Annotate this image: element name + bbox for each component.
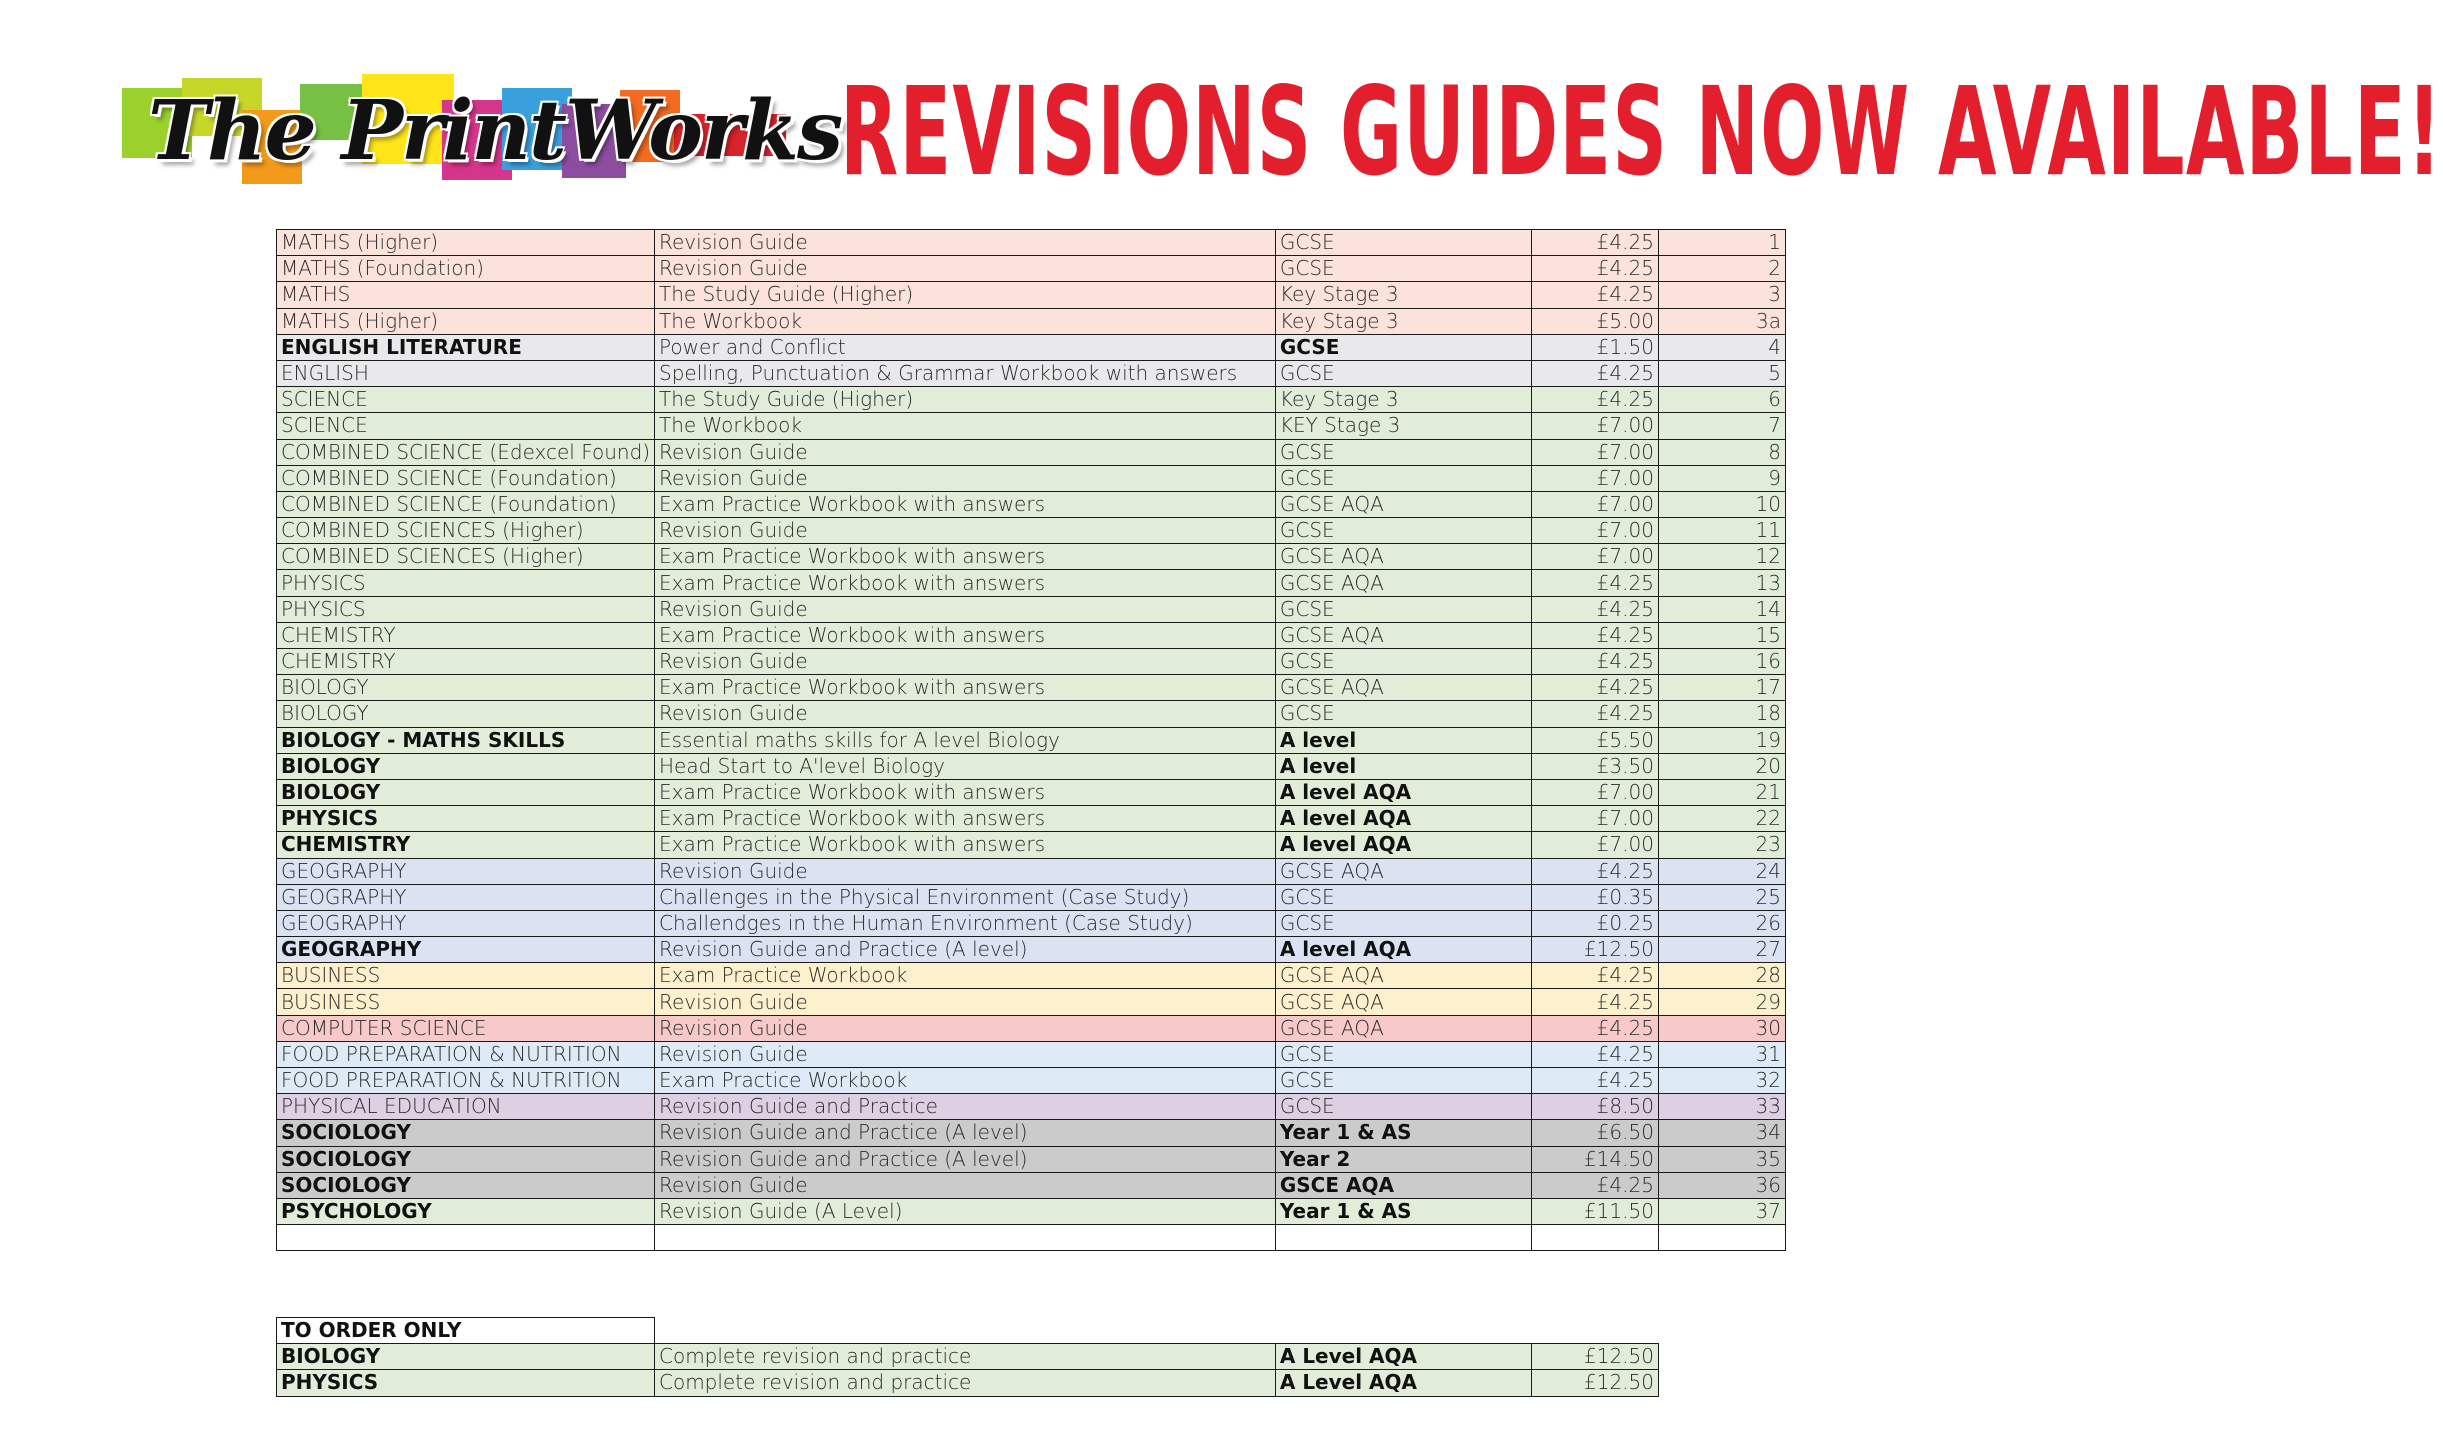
- order-heading-spacer: [655, 1318, 1659, 1344]
- title-cell: Revision Guide: [655, 256, 1276, 282]
- price-cell: £4.25: [1531, 701, 1658, 727]
- subject-cell: BIOLOGY: [277, 675, 655, 701]
- level-cell: GCSE: [1275, 596, 1531, 622]
- level-cell: GCSE AQA: [1275, 858, 1531, 884]
- title-cell: Head Start to A'level Biology: [655, 753, 1276, 779]
- level-cell: GSCE AQA: [1275, 1172, 1531, 1198]
- level-cell: GCSE: [1275, 701, 1531, 727]
- subject-cell: BUSINESS: [277, 963, 655, 989]
- title-cell: Exam Practice Workbook with answers: [655, 675, 1276, 701]
- logo-wordmark: The PrintWorks: [148, 83, 842, 179]
- price-cell: £7.00: [1531, 806, 1658, 832]
- table-row: [277, 701, 1786, 727]
- order-heading-row: [277, 1318, 1659, 1344]
- title-cell: Revision Guide: [655, 230, 1276, 256]
- subject-cell: GEOGRAPHY: [277, 884, 655, 910]
- printworks-logo: [122, 70, 842, 200]
- number-cell: [1658, 1225, 1785, 1251]
- number-cell: 3: [1658, 282, 1785, 308]
- level-cell: GCSE AQA: [1275, 622, 1531, 648]
- table-row: [277, 570, 1786, 596]
- price-cell: £1.50: [1531, 334, 1658, 360]
- table-row: [277, 387, 1786, 413]
- table-row: [277, 282, 1786, 308]
- level-cell: GCSE AQA: [1275, 963, 1531, 989]
- title-cell: The Workbook: [655, 308, 1276, 334]
- level-cell: GCSE: [1275, 1041, 1531, 1067]
- subject-cell: PHYSICS: [277, 806, 655, 832]
- level-cell: Key Stage 3: [1275, 387, 1531, 413]
- level-cell: GCSE: [1275, 910, 1531, 936]
- price-cell: £4.25: [1531, 989, 1658, 1015]
- subject-cell: GEOGRAPHY: [277, 858, 655, 884]
- subject-cell: FOOD PREPARATION & NUTRITION: [277, 1068, 655, 1094]
- subject-cell: COMBINED SCIENCES (Higher): [277, 544, 655, 570]
- number-cell: 19: [1658, 727, 1785, 753]
- table-row: [277, 1094, 1786, 1120]
- price-cell: £14.50: [1531, 1146, 1658, 1172]
- number-cell: 28: [1658, 963, 1785, 989]
- number-cell: 13: [1658, 570, 1785, 596]
- table-row: [277, 1015, 1786, 1041]
- number-cell: 8: [1658, 439, 1785, 465]
- price-cell: £4.25: [1531, 360, 1658, 386]
- level-cell: A level AQA: [1275, 779, 1531, 805]
- price-cell: £4.25: [1531, 230, 1658, 256]
- price-cell: £4.25: [1531, 963, 1658, 989]
- table-row: [277, 439, 1786, 465]
- number-cell: 27: [1658, 937, 1785, 963]
- level-cell: GCSE: [1275, 465, 1531, 491]
- price-cell: £4.25: [1531, 858, 1658, 884]
- number-cell: 21: [1658, 779, 1785, 805]
- title-cell: Spelling, Punctuation & Grammar Workbook with answers: [655, 360, 1276, 386]
- number-cell: 35: [1658, 1146, 1785, 1172]
- title-cell: Exam Practice Workbook: [655, 1068, 1276, 1094]
- table-row: [277, 858, 1786, 884]
- table-row: [277, 596, 1786, 622]
- table-row: [277, 465, 1786, 491]
- order-price-cell: £12.50: [1531, 1344, 1658, 1370]
- title-cell: Revision Guide and Practice: [655, 1094, 1276, 1120]
- subject-cell: PHYSICS: [277, 596, 655, 622]
- title-cell: Revision Guide and Practice (A level): [655, 1120, 1276, 1146]
- price-cell: £4.25: [1531, 256, 1658, 282]
- price-cell: £5.00: [1531, 308, 1658, 334]
- level-cell: GCSE AQA: [1275, 675, 1531, 701]
- table-row: [277, 963, 1786, 989]
- price-cell: £4.25: [1531, 622, 1658, 648]
- subject-cell: [277, 1225, 655, 1251]
- price-cell: £4.25: [1531, 1172, 1658, 1198]
- title-cell: Revision Guide: [655, 596, 1276, 622]
- number-cell: 11: [1658, 518, 1785, 544]
- subject-cell: BIOLOGY: [277, 701, 655, 727]
- level-cell: GCSE AQA: [1275, 491, 1531, 517]
- title-cell: Exam Practice Workbook with answers: [655, 622, 1276, 648]
- subject-cell: ENGLISH: [277, 360, 655, 386]
- subject-cell: CHEMISTRY: [277, 622, 655, 648]
- subject-cell: PSYCHOLOGY: [277, 1198, 655, 1224]
- subject-cell: PHYSICS: [277, 570, 655, 596]
- subject-cell: SOCIOLOGY: [277, 1146, 655, 1172]
- number-cell: 18: [1658, 701, 1785, 727]
- title-cell: Revision Guide: [655, 649, 1276, 675]
- order-title-cell: Complete revision and practice: [655, 1370, 1276, 1396]
- table-row: [277, 413, 1786, 439]
- level-cell: GCSE: [1275, 518, 1531, 544]
- title-cell: The Workbook: [655, 413, 1276, 439]
- order-row: [277, 1344, 1659, 1370]
- table-row: [277, 675, 1786, 701]
- title-cell: Exam Practice Workbook with answers: [655, 779, 1276, 805]
- revision-guides-body: [277, 230, 1786, 1251]
- title-cell: Revision Guide and Practice (A level): [655, 1146, 1276, 1172]
- subject-cell: CHEMISTRY: [277, 649, 655, 675]
- order-subject-cell: PHYSICS: [277, 1370, 655, 1396]
- subject-cell: MATHS (Higher): [277, 230, 655, 256]
- price-cell: £4.25: [1531, 675, 1658, 701]
- price-cell: £11.50: [1531, 1198, 1658, 1224]
- level-cell: GCSE: [1275, 256, 1531, 282]
- table-row: [277, 1198, 1786, 1224]
- number-cell: 1: [1658, 230, 1785, 256]
- price-cell: £8.50: [1531, 1094, 1658, 1120]
- title-cell: Exam Practice Workbook with answers: [655, 570, 1276, 596]
- price-cell: £12.50: [1531, 937, 1658, 963]
- subject-cell: GEOGRAPHY: [277, 910, 655, 936]
- title-cell: Revision Guide: [655, 465, 1276, 491]
- title-cell: The Study Guide (Higher): [655, 282, 1276, 308]
- price-cell: £4.25: [1531, 1041, 1658, 1067]
- subject-cell: BIOLOGY: [277, 779, 655, 805]
- level-cell: GCSE AQA: [1275, 989, 1531, 1015]
- price-cell: £6.50: [1531, 1120, 1658, 1146]
- price-cell: £7.00: [1531, 832, 1658, 858]
- price-cell: £4.25: [1531, 282, 1658, 308]
- title-cell: [655, 1225, 1276, 1251]
- price-cell: £0.35: [1531, 884, 1658, 910]
- title-cell: Revision Guide: [655, 518, 1276, 544]
- level-cell: GCSE: [1275, 1068, 1531, 1094]
- subject-cell: SOCIOLOGY: [277, 1172, 655, 1198]
- price-cell: £4.25: [1531, 596, 1658, 622]
- number-cell: 36: [1658, 1172, 1785, 1198]
- title-cell: Revision Guide and Practice (A level): [655, 937, 1276, 963]
- revision-guides-table: [276, 229, 1786, 1251]
- number-cell: 4: [1658, 334, 1785, 360]
- level-cell: Key Stage 3: [1275, 282, 1531, 308]
- level-cell: Key Stage 3: [1275, 308, 1531, 334]
- subject-cell: SOCIOLOGY: [277, 1120, 655, 1146]
- price-cell: £7.00: [1531, 491, 1658, 517]
- table-row: [277, 256, 1786, 282]
- to-order-only-body: [277, 1318, 1659, 1397]
- table-row: [277, 937, 1786, 963]
- table-row: [277, 989, 1786, 1015]
- number-cell: 2: [1658, 256, 1785, 282]
- title-cell: Essential maths skills for A level Biology: [655, 727, 1276, 753]
- table-row: [277, 884, 1786, 910]
- subject-cell: SCIENCE: [277, 387, 655, 413]
- subject-cell: BUSINESS: [277, 989, 655, 1015]
- number-cell: 14: [1658, 596, 1785, 622]
- subject-cell: ENGLISH LITERATURE: [277, 334, 655, 360]
- subject-cell: COMBINED SCIENCE (Edexcel Found): [277, 439, 655, 465]
- subject-cell: BIOLOGY: [277, 753, 655, 779]
- price-cell: £5.50: [1531, 727, 1658, 753]
- level-cell: GCSE: [1275, 439, 1531, 465]
- price-cell: £7.00: [1531, 544, 1658, 570]
- order-subject-cell: BIOLOGY: [277, 1344, 655, 1370]
- level-cell: A level: [1275, 727, 1531, 753]
- table-row: [277, 1146, 1786, 1172]
- price-cell: £7.00: [1531, 439, 1658, 465]
- level-cell: A level AQA: [1275, 832, 1531, 858]
- table-row: [277, 1068, 1786, 1094]
- price-cell: £3.50: [1531, 753, 1658, 779]
- level-cell: Year 2: [1275, 1146, 1531, 1172]
- title-cell: Exam Practice Workbook: [655, 963, 1276, 989]
- title-cell: Revision Guide: [655, 1172, 1276, 1198]
- table-row: [277, 1225, 1786, 1251]
- level-cell: GCSE: [1275, 1094, 1531, 1120]
- number-cell: 17: [1658, 675, 1785, 701]
- table-row: [277, 360, 1786, 386]
- level-cell: GCSE AQA: [1275, 544, 1531, 570]
- number-cell: 15: [1658, 622, 1785, 648]
- table-row: [277, 727, 1786, 753]
- table-row: [277, 334, 1786, 360]
- subject-cell: COMBINED SCIENCE (Foundation): [277, 491, 655, 517]
- table-row: [277, 649, 1786, 675]
- level-cell: Year 1 & AS: [1275, 1198, 1531, 1224]
- order-price-cell: £12.50: [1531, 1370, 1658, 1396]
- subject-cell: PHYSICAL EDUCATION: [277, 1094, 655, 1120]
- number-cell: 33: [1658, 1094, 1785, 1120]
- title-cell: Exam Practice Workbook with answers: [655, 544, 1276, 570]
- title-cell: Revision Guide: [655, 989, 1276, 1015]
- table-row: [277, 230, 1786, 256]
- number-cell: 6: [1658, 387, 1785, 413]
- number-cell: 5: [1658, 360, 1785, 386]
- level-cell: A level: [1275, 753, 1531, 779]
- level-cell: GCSE: [1275, 360, 1531, 386]
- price-cell: £4.25: [1531, 1015, 1658, 1041]
- price-cell: £7.00: [1531, 779, 1658, 805]
- order-row: [277, 1370, 1659, 1396]
- level-cell: KEY Stage 3: [1275, 413, 1531, 439]
- price-cell: £4.25: [1531, 387, 1658, 413]
- order-title-cell: Complete revision and practice: [655, 1344, 1276, 1370]
- price-cell: £4.25: [1531, 570, 1658, 596]
- table-row: [277, 910, 1786, 936]
- table-row: [277, 491, 1786, 517]
- number-cell: 9: [1658, 465, 1785, 491]
- level-cell: GCSE: [1275, 884, 1531, 910]
- subject-cell: MATHS: [277, 282, 655, 308]
- price-cell: £7.00: [1531, 465, 1658, 491]
- subject-cell: COMBINED SCIENCES (Higher): [277, 518, 655, 544]
- subject-cell: CHEMISTRY: [277, 832, 655, 858]
- title-cell: The Study Guide (Higher): [655, 387, 1276, 413]
- order-heading: TO ORDER ONLY: [277, 1318, 655, 1344]
- number-cell: 25: [1658, 884, 1785, 910]
- title-cell: Power and Conflict: [655, 334, 1276, 360]
- number-cell: 16: [1658, 649, 1785, 675]
- price-cell: £4.25: [1531, 1068, 1658, 1094]
- level-cell: GCSE: [1275, 230, 1531, 256]
- number-cell: 22: [1658, 806, 1785, 832]
- table-row: [277, 1120, 1786, 1146]
- title-cell: Revision Guide: [655, 439, 1276, 465]
- number-cell: 23: [1658, 832, 1785, 858]
- number-cell: 20: [1658, 753, 1785, 779]
- level-cell: GCSE AQA: [1275, 570, 1531, 596]
- number-cell: 31: [1658, 1041, 1785, 1067]
- level-cell: GCSE: [1275, 334, 1531, 360]
- number-cell: 12: [1658, 544, 1785, 570]
- table-row: [277, 622, 1786, 648]
- subject-cell: BIOLOGY - MATHS SKILLS: [277, 727, 655, 753]
- headline: REVISIONS GUIDES NOW AVAILABLE!: [840, 61, 2443, 203]
- price-cell: £4.25: [1531, 649, 1658, 675]
- title-cell: Challenges in the Physical Environment (Case Study): [655, 884, 1276, 910]
- table-row: [277, 806, 1786, 832]
- to-order-only-table: [276, 1317, 1659, 1397]
- level-cell: GCSE: [1275, 649, 1531, 675]
- level-cell: [1275, 1225, 1531, 1251]
- price-cell: [1531, 1225, 1658, 1251]
- level-cell: A level AQA: [1275, 937, 1531, 963]
- number-cell: 34: [1658, 1120, 1785, 1146]
- title-cell: Revision Guide: [655, 701, 1276, 727]
- number-cell: 10: [1658, 491, 1785, 517]
- number-cell: 30: [1658, 1015, 1785, 1041]
- subject-cell: COMBINED SCIENCE (Foundation): [277, 465, 655, 491]
- table-row: [277, 518, 1786, 544]
- level-cell: Year 1 & AS: [1275, 1120, 1531, 1146]
- table-row: [277, 308, 1786, 334]
- subject-cell: MATHS (Higher): [277, 308, 655, 334]
- order-level-cell: A Level AQA: [1275, 1344, 1531, 1370]
- table-row: [277, 832, 1786, 858]
- number-cell: 24: [1658, 858, 1785, 884]
- table-row: [277, 779, 1786, 805]
- subject-cell: GEOGRAPHY: [277, 937, 655, 963]
- table-row: [277, 753, 1786, 779]
- level-cell: A level AQA: [1275, 806, 1531, 832]
- title-cell: Challendges in the Human Environment (Case Study): [655, 910, 1276, 936]
- subject-cell: COMPUTER SCIENCE: [277, 1015, 655, 1041]
- price-cell: £7.00: [1531, 518, 1658, 544]
- title-cell: Revision Guide (A Level): [655, 1198, 1276, 1224]
- number-cell: 29: [1658, 989, 1785, 1015]
- title-cell: Revision Guide: [655, 1041, 1276, 1067]
- number-cell: 26: [1658, 910, 1785, 936]
- price-cell: £0.25: [1531, 910, 1658, 936]
- number-cell: 37: [1658, 1198, 1785, 1224]
- subject-cell: MATHS (Foundation): [277, 256, 655, 282]
- number-cell: 3a: [1658, 308, 1785, 334]
- title-cell: Exam Practice Workbook with answers: [655, 491, 1276, 517]
- table-row: [277, 544, 1786, 570]
- level-cell: GCSE AQA: [1275, 1015, 1531, 1041]
- number-cell: 7: [1658, 413, 1785, 439]
- table-row: [277, 1172, 1786, 1198]
- title-cell: Revision Guide: [655, 858, 1276, 884]
- title-cell: Revision Guide: [655, 1015, 1276, 1041]
- subject-cell: SCIENCE: [277, 413, 655, 439]
- table-row: [277, 1041, 1786, 1067]
- title-cell: Exam Practice Workbook with answers: [655, 806, 1276, 832]
- order-level-cell: A Level AQA: [1275, 1370, 1531, 1396]
- price-cell: £7.00: [1531, 413, 1658, 439]
- number-cell: 32: [1658, 1068, 1785, 1094]
- subject-cell: FOOD PREPARATION & NUTRITION: [277, 1041, 655, 1067]
- title-cell: Exam Practice Workbook with answers: [655, 832, 1276, 858]
